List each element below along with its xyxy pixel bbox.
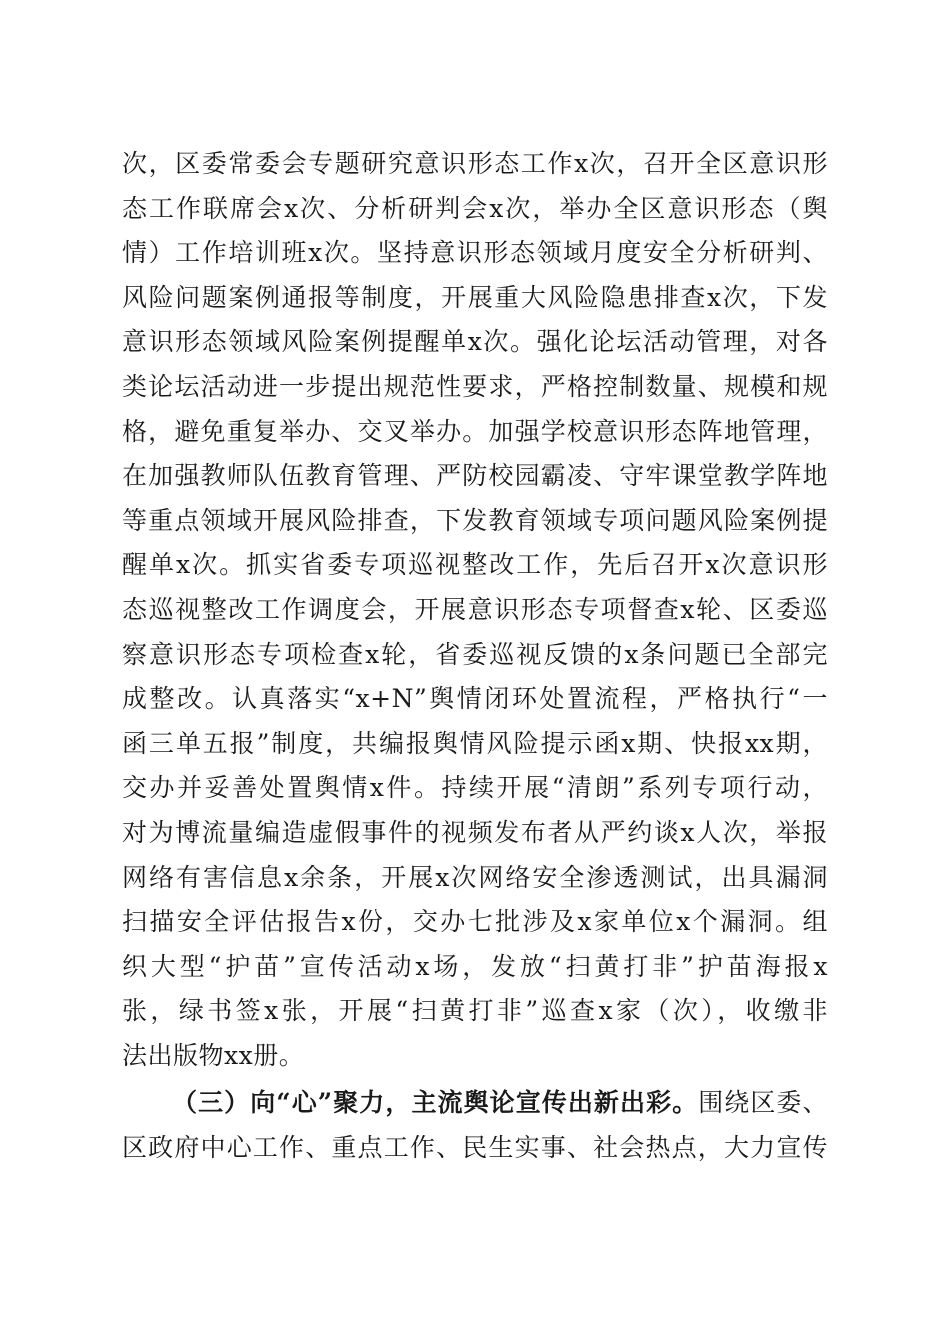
text-line: 对为博流量编造虚假事件的视频发布者从严约谈x人次，举报: [122, 817, 828, 847]
text-line: 等重点领域开展风险排查，下发教育领域专项问题风险案例提: [122, 505, 828, 535]
text-line: 交办并妥善处置舆情x件。持续开展“清朗”系列专项行动，: [122, 773, 828, 803]
text-line: 格，避免重复举办、交叉举办。加强学校意识形态阵地管理，: [122, 416, 828, 446]
paragraph-two: [122, 1081, 828, 1170]
body-text: [122, 142, 828, 1171]
text-line: 法出版物xx册。: [122, 1040, 305, 1070]
paragraph-one: [122, 142, 828, 1078]
text-line: 情）工作培训班x次。坚持意识形态领域月度安全分析研判、: [122, 238, 828, 268]
text-line: 在加强教师队伍教育管理、严防校园霸凌、守牢课堂教学阵地: [122, 461, 828, 491]
text-line: 成整改。认真落实“x+N”舆情闭环处置流程，严格执行“一: [122, 684, 828, 714]
text-line: 态巡视整改工作调度会，开展意识形态专项督查x轮、区委巡: [122, 594, 828, 624]
text-line: 次，区委常委会专题研究意识形态工作x次，召开全区意识形: [122, 149, 828, 178]
text-line: 区政府中心工作、重点工作、民生实事、社会热点，大力宣传: [122, 1133, 828, 1163]
text-line: 醒单x次。抓实省委专项巡视整改工作，先后召开x次意识形: [122, 550, 828, 580]
section-heading-line: [122, 1081, 828, 1126]
text-line: 张，绿书签x张，开展“扫黄打非”巡查x家（次），收缴非: [122, 996, 828, 1026]
text-line: 风险问题案例通报等制度，开展重大风险隐患排查x次，下发: [122, 282, 828, 312]
text-line: 织大型“护苗”宣传活动x场，发放“扫黄打非”护苗海报x: [122, 951, 828, 981]
text-line: 察意识形态专项检查x轮，省委巡视反馈的x条问题已全部完: [122, 639, 828, 669]
text-line: 意识形态领域风险案例提醒单x次。强化论坛活动管理，对各: [122, 327, 828, 357]
section-text: 围绕区委、: [698, 1088, 828, 1118]
text-line: 函三单五报”制度，共编报舆情风险提示函x期、快报xx期，: [122, 728, 828, 758]
section-heading: （三）向“心”聚力，主流舆论宣传出新出彩。: [172, 1088, 699, 1118]
text-line: 态工作联席会x次、分析研判会x次，举办全区意识形态（舆: [122, 193, 828, 223]
text-line: 网络有害信息x余条，开展x次网络安全渗透测试，出具漏洞: [122, 862, 828, 892]
text-line: 扫描安全评估报告x份，交办七批涉及x家单位x个漏洞。组: [122, 907, 828, 937]
text-line: 类论坛活动进一步提出规范性要求，严格控制数量、规模和规: [122, 371, 828, 401]
